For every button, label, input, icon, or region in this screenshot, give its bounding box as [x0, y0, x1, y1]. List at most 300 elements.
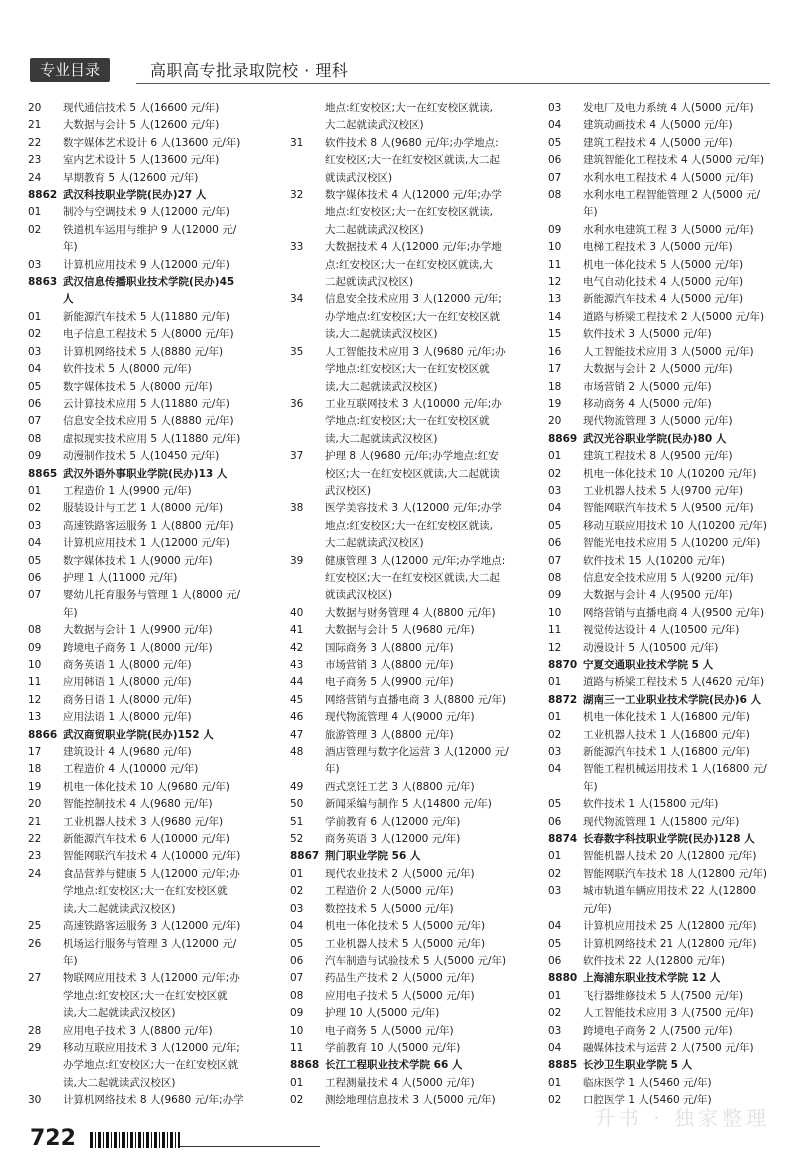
major-text: 护理 8 人(9680 元/年;办学地点:红安: [325, 450, 499, 463]
major-code: 08: [548, 189, 562, 202]
major-entry: [548, 222, 790, 239]
major-entry: [290, 936, 540, 953]
major-text: 年): [63, 241, 78, 254]
major-text: 大二起就读武汉校区): [325, 119, 424, 132]
major-text: 电子信息工程技术 5 人(8000 元/年): [63, 328, 234, 341]
major-entry: [28, 814, 280, 831]
major-entry: [548, 326, 790, 343]
major-code: 22: [28, 136, 42, 149]
major-text: 软件技术 5 人(8000 元/年): [63, 363, 192, 376]
major-entry: [28, 500, 280, 517]
major-code: 06: [290, 954, 304, 967]
major-text: 大数据与会计 2 人(5000 元/年): [583, 363, 733, 376]
major-entry: [548, 1005, 790, 1022]
major-entry: [290, 988, 540, 1005]
major-entry: [28, 535, 280, 552]
major-entry: [548, 257, 790, 274]
major-text: 红安校区;大一在红安校区就读,大二起: [325, 154, 500, 167]
major-text: 视觉传达设计 4 人(10500 元/年): [583, 624, 740, 637]
header-rule: [136, 83, 770, 84]
major-entry: [290, 622, 540, 639]
major-code: 01: [28, 310, 42, 323]
major-text: 人工智能技术应用 3 人(9680 元/年;办: [325, 345, 506, 358]
school-entry: [28, 274, 280, 291]
major-code: 05: [28, 380, 42, 393]
major-entry: [548, 396, 790, 413]
major-code: 26: [28, 937, 42, 950]
school-code: 8869: [548, 432, 578, 445]
major-code: 10: [548, 241, 562, 254]
school-entry: [290, 848, 540, 865]
major-code: 06: [548, 815, 562, 828]
major-entry: [28, 344, 280, 361]
major-entry: [290, 396, 540, 413]
major-entry: [28, 587, 280, 604]
major-entry: [290, 605, 540, 622]
major-text: 工业机器人技术 3 人(9680 元/年): [63, 815, 224, 828]
major-entry: [28, 692, 280, 709]
major-code: 11: [548, 624, 562, 637]
major-entry: [28, 379, 280, 396]
major-text: 动漫制作技术 5 人(10450 元/年): [63, 450, 220, 463]
major-text: 大数据与会计 1 人(9900 元/年): [63, 624, 213, 637]
school-name: 武汉外语外事职业学院(民办)13 人: [63, 467, 228, 480]
major-text: 就读武汉校区): [325, 589, 393, 602]
school-entry: [28, 466, 280, 483]
column-2: [290, 100, 540, 1110]
entry-continuation: [290, 204, 540, 221]
entry-continuation: [290, 257, 540, 274]
major-text: 健康管理 3 人(12000 元/年;办学地点:: [325, 554, 506, 567]
major-code: 34: [290, 293, 304, 306]
major-text: 计算机应用技术 25 人(12800 元/年): [583, 920, 757, 933]
major-text: 道路与桥梁工程技术 2 人(5000 元/年): [583, 310, 765, 323]
entry-continuation: [290, 587, 540, 604]
major-text: 汽车制造与试验技术 5 人(5000 元/年): [325, 954, 507, 967]
major-code: 02: [548, 867, 562, 880]
major-text: 学前教育 6 人(12000 元/年): [325, 815, 461, 828]
major-entry: [548, 953, 790, 970]
major-code: 23: [28, 850, 42, 863]
school-name: 湖南三一工业职业技术学院(民办)6 人: [583, 693, 762, 706]
major-text: 建筑动画技术 4 人(5000 元/年): [583, 119, 733, 132]
major-text: 建筑智能化工程技术 4 人(5000 元/年): [583, 154, 765, 167]
major-entry: [28, 152, 280, 169]
major-entry: [290, 796, 540, 813]
major-text: 大数据与会计 5 人(12600 元/年): [63, 119, 220, 132]
major-entry: [28, 570, 280, 587]
major-text: 机电一体化技术 5 人(5000 元/年): [325, 920, 486, 933]
major-code: 09: [548, 589, 562, 602]
major-entry: [28, 309, 280, 326]
major-entry: [290, 674, 540, 691]
major-entry: [290, 1040, 540, 1057]
major-text: 水利水电建筑工程 3 人(5000 元/年): [583, 223, 754, 236]
major-code: 07: [548, 554, 562, 567]
major-entry: [548, 239, 790, 256]
major-entry: [28, 483, 280, 500]
major-code: 12: [28, 693, 42, 706]
major-text: 工业机器人技术 1 人(16800 元/年): [583, 728, 750, 741]
major-text: 旅游管理 3 人(8800 元/年): [325, 728, 454, 741]
major-entry: [28, 866, 280, 883]
major-text: 市场营销 2 人(5000 元/年): [583, 380, 712, 393]
school-entry: [548, 657, 790, 674]
major-text: 机电一体化技术 5 人(5000 元/年): [583, 258, 744, 271]
major-code: 01: [548, 676, 562, 689]
major-entry: [28, 970, 280, 987]
major-code: 02: [28, 223, 42, 236]
major-entry: [548, 988, 790, 1005]
major-text: 地点:红安校区;大一在红安校区就读,: [325, 102, 493, 114]
entry-continuation: [290, 274, 540, 291]
major-text: 机场运行服务与管理 3 人(12000 元/: [63, 937, 237, 950]
major-code: 25: [28, 920, 42, 933]
major-text: 西式烹饪工艺 3 人(8800 元/年): [325, 780, 475, 793]
major-entry: [28, 709, 280, 726]
major-text: 元/年): [583, 902, 612, 915]
major-entry: [548, 796, 790, 813]
school-code: 8870: [548, 659, 578, 671]
major-text: 移动互联应用技术 3 人(12000 元/年;: [63, 1041, 240, 1054]
major-text: 新闻采编与制作 5 人(14800 元/年): [325, 798, 492, 811]
major-code: 02: [290, 1094, 304, 1107]
major-text: 融媒体技术与运营 2 人(7500 元/年): [583, 1041, 754, 1054]
major-entry: [28, 257, 280, 274]
entry-continuation: [28, 953, 280, 970]
school-entry: [28, 187, 280, 204]
entry-continuation: [290, 379, 540, 396]
major-code: 24: [28, 171, 42, 184]
major-text: 制冷与空调技术 9 人(12000 元/年): [63, 206, 230, 219]
major-code: 47: [290, 728, 304, 741]
major-code: 01: [548, 1076, 562, 1089]
major-text: 智能机器人技术 20 人(12800 元/年): [583, 850, 757, 863]
school-name: 长江工程职业技术学院 66 人: [325, 1059, 463, 1072]
major-code: 07: [290, 972, 304, 985]
major-text: 年): [583, 206, 598, 219]
major-text: 电子商务 5 人(5000 元/年): [325, 1024, 454, 1037]
major-text: 人工智能技术应用 3 人(5000 元/年): [583, 345, 754, 358]
school-code: 8862: [28, 189, 58, 202]
major-code: 01: [290, 867, 304, 880]
major-entry: [290, 883, 540, 900]
major-text: 软件技术 22 人(12800 元/年): [583, 954, 726, 967]
major-code: 02: [290, 885, 304, 898]
page-number: 722: [30, 1126, 76, 1151]
major-code: 18: [548, 380, 562, 393]
entry-continuation: [290, 570, 540, 587]
major-code: 48: [290, 746, 304, 759]
major-entry: [290, 709, 540, 726]
major-text: 酒店管理与数字化运营 3 人(12000 元/: [325, 746, 509, 759]
entry-continuation: [290, 431, 540, 448]
major-entry: [548, 587, 790, 604]
major-entry: [28, 848, 280, 865]
school-code: 8880: [548, 972, 578, 985]
major-text: 武汉校区): [325, 484, 372, 497]
major-text: 商务日语 1 人(8000 元/年): [63, 693, 192, 706]
major-code: 05: [290, 937, 304, 950]
major-text: 读,大二起就读武汉校区): [325, 328, 438, 341]
school-name: 武汉商贸职业学院(民办)152 人: [63, 728, 214, 741]
school-code: 8866: [28, 728, 58, 741]
major-text: 校区;大一在红安校区就读,大二起就读: [325, 467, 500, 480]
major-text: 机电一体化技术 1 人(16800 元/年): [583, 711, 750, 724]
major-code: 13: [28, 711, 42, 724]
major-text: 工业互联网技术 3 人(10000 元/年;办: [325, 397, 502, 410]
major-text: 智能网联汽车技术 4 人(10000 元/年): [63, 850, 241, 863]
major-entry: [290, 1075, 540, 1092]
major-text: 测绘地理信息技术 3 人(5000 元/年): [325, 1094, 496, 1107]
major-code: 20: [548, 415, 562, 428]
major-entry: [548, 413, 790, 430]
major-code: 18: [28, 763, 42, 776]
major-code: 09: [548, 223, 562, 236]
major-text: 软件技术 8 人(9680 元/年;办学地点:: [325, 136, 499, 149]
major-code: 11: [548, 258, 562, 271]
major-entry: [290, 744, 540, 761]
school-code: 8885: [548, 1059, 578, 1072]
major-code: 35: [290, 345, 304, 358]
major-code: 12: [548, 276, 562, 289]
major-entry: [548, 448, 790, 465]
major-text: 服装设计与工艺 1 人(8000 元/年): [63, 502, 224, 515]
major-code: 07: [548, 171, 562, 184]
major-text: 现代物流管理 1 人(15800 元/年): [583, 815, 740, 828]
major-text: 计算机应用技术 9 人(12000 元/年): [63, 258, 230, 271]
major-text: 药品生产技术 2 人(5000 元/年): [325, 972, 475, 985]
major-code: 05: [548, 519, 562, 532]
entry-continuation: [28, 1075, 280, 1092]
school-name: 武汉科技职业学院(民办)27 人: [63, 189, 207, 202]
major-text: 飞行器维修技术 5 人(7500 元/年): [583, 989, 744, 1002]
major-text: 移动互联应用技术 10 人(10200 元/年): [583, 519, 768, 532]
major-entry: [548, 170, 790, 187]
major-code: 01: [28, 206, 42, 219]
major-code: 10: [548, 606, 562, 619]
major-code: 31: [290, 136, 304, 149]
major-text: 信息安全技术应用 5 人(9200 元/年): [583, 571, 754, 584]
major-entry: [28, 431, 280, 448]
major-entry: [548, 1023, 790, 1040]
footer-rule: [180, 1146, 320, 1147]
entry-continuation: [290, 326, 540, 343]
major-text: 数字媒体艺术设计 6 人(13600 元/年): [63, 136, 241, 149]
major-text: 智能光电技术应用 5 人(10200 元/年): [583, 537, 761, 550]
major-text: 学地点:红安校区;大一在红安校区就: [325, 363, 490, 376]
major-code: 10: [290, 1024, 304, 1037]
major-entry: [28, 204, 280, 221]
major-entry: [290, 640, 540, 657]
major-code: 02: [28, 502, 42, 515]
major-code: 03: [28, 258, 42, 271]
school-name: 武汉光谷职业学院(民办)80 人: [583, 432, 727, 445]
major-code: 14: [548, 310, 562, 323]
major-text: 读,大二起就读武汉校区): [63, 1007, 176, 1020]
entry-continuation: [290, 100, 540, 117]
major-entry: [548, 814, 790, 831]
major-text: 网络营销与直播电商 3 人(8800 元/年): [325, 693, 507, 706]
major-code: 39: [290, 554, 304, 567]
major-code: 02: [28, 328, 42, 341]
major-entry: [290, 831, 540, 848]
major-entry: [548, 135, 790, 152]
major-code: 37: [290, 450, 304, 463]
major-code: 01: [28, 484, 42, 497]
entry-continuation: [28, 605, 280, 622]
major-code: 52: [290, 833, 304, 846]
major-code: 33: [290, 241, 304, 254]
major-code: 44: [290, 676, 304, 689]
major-text: 商务英语 3 人(12000 元/年): [325, 833, 461, 846]
school-name: 武汉信息传播职业技术学院(民办)45: [63, 276, 235, 289]
entry-continuation: [548, 779, 790, 796]
major-entry: [548, 152, 790, 169]
major-code: 15: [548, 328, 562, 341]
major-entry: [548, 727, 790, 744]
major-entry: [548, 605, 790, 622]
major-text: 建筑设计 4 人(9680 元/年): [63, 746, 192, 759]
major-text: 读,大二起就读武汉校区): [325, 380, 438, 393]
major-text: 物联网应用技术 3 人(12000 元/年;办: [63, 972, 240, 985]
major-text: 工程造价 1 人(9900 元/年): [63, 484, 192, 497]
major-text: 年): [63, 606, 78, 619]
major-entry: [290, 970, 540, 987]
entry-continuation: [290, 413, 540, 430]
major-entry: [548, 1040, 790, 1057]
entry-continuation: [290, 222, 540, 239]
major-entry: [548, 883, 790, 900]
major-code: 03: [548, 484, 562, 497]
major-entry: [290, 692, 540, 709]
major-text: 水利水电工程智能管理 2 人(5000 元/: [583, 189, 761, 202]
major-text: 红安校区;大一在红安校区就读,大二起: [325, 571, 500, 584]
major-code: 10: [28, 659, 42, 671]
school-name: 上海浦东职业技术学院 12 人: [583, 972, 721, 985]
major-code: 01: [548, 850, 562, 863]
major-entry: [28, 448, 280, 465]
major-entry: [290, 814, 540, 831]
entry-continuation: [290, 518, 540, 535]
major-text: 计算机网络技术 5 人(8880 元/年): [63, 345, 224, 358]
major-entry: [548, 500, 790, 517]
school-entry: [28, 727, 280, 744]
major-text: 铁道机车运用与维护 9 人(12000 元/: [63, 223, 237, 236]
major-entry: [290, 1092, 540, 1109]
major-text: 跨境电子商务 1 人(8000 元/年): [63, 641, 213, 654]
major-text: 早期教育 5 人(12600 元/年): [63, 171, 199, 184]
major-code: 03: [548, 1024, 562, 1037]
page-footer: [30, 1124, 330, 1164]
major-entry: [28, 222, 280, 239]
major-code: 02: [548, 467, 562, 480]
major-text: 室内艺术设计 5 人(13600 元/年): [63, 154, 220, 167]
major-entry: [28, 326, 280, 343]
major-entry: [548, 553, 790, 570]
major-text: 网络营销与直播电商 4 人(9500 元/年): [583, 606, 765, 619]
entry-continuation: [290, 309, 540, 326]
major-text: 办学地点:红安校区;大一在红安校区就: [325, 310, 501, 323]
major-text: 工程造价 4 人(10000 元/年): [63, 763, 199, 776]
major-entry: [290, 901, 540, 918]
major-entry: [28, 779, 280, 796]
major-text: 应用法语 1 人(8000 元/年): [63, 711, 192, 724]
major-text: 护理 10 人(5000 元/年): [325, 1007, 440, 1020]
entry-continuation: [28, 1057, 280, 1074]
major-entry: [548, 309, 790, 326]
major-entry: [548, 848, 790, 865]
major-text: 高速铁路客运服务 1 人(8800 元/年): [63, 519, 234, 532]
major-text: 数字媒体技术 1 人(9000 元/年): [63, 554, 213, 567]
major-text: 学前教育 10 人(5000 元/年): [325, 1041, 461, 1054]
major-entry: [548, 866, 790, 883]
school-code: 8872: [548, 693, 578, 706]
major-text: 数控技术 5 人(5000 元/年): [325, 902, 454, 915]
major-entry: [548, 117, 790, 134]
major-entry: [28, 918, 280, 935]
major-text: 软件技术 15 人(10200 元/年): [583, 554, 726, 567]
major-text: 信息安全技术应用 5 人(8880 元/年): [63, 415, 234, 428]
major-code: 51: [290, 815, 304, 828]
major-text: 信息安全技术应用 3 人(12000 元/年;: [325, 293, 502, 306]
major-code: 04: [548, 763, 562, 776]
major-entry: [290, 553, 540, 570]
major-code: 24: [28, 867, 42, 880]
major-text: 工程造价 2 人(5000 元/年): [325, 885, 454, 898]
major-text: 新能源汽车技术 5 人(11880 元/年): [63, 310, 230, 323]
school-entry: [548, 431, 790, 448]
major-entry: [28, 361, 280, 378]
major-text: 跨境电子商务 2 人(7500 元/年): [583, 1024, 733, 1037]
school-name: 荆门职业学院 56 人: [325, 850, 421, 863]
major-text: 读,大二起就读武汉校区): [325, 432, 438, 445]
major-entry: [290, 918, 540, 935]
major-code: 03: [548, 746, 562, 759]
school-name: 宁夏交通职业技术学院 5 人: [583, 659, 714, 671]
major-text: 地点:红安校区;大一在红安校区就读,: [325, 519, 493, 532]
major-entry: [548, 535, 790, 552]
major-code: 06: [548, 537, 562, 550]
major-code: 07: [28, 415, 42, 428]
major-text: 高速铁路客运服务 3 人(12000 元/年): [63, 920, 241, 933]
school-entry: [28, 291, 280, 308]
major-code: 01: [290, 1076, 304, 1089]
major-code: 06: [28, 397, 42, 410]
major-text: 云计算技术应用 5 人(11880 元/年): [63, 397, 230, 410]
major-text: 水利水电工程技术 4 人(5000 元/年): [583, 171, 754, 184]
major-code: 46: [290, 711, 304, 724]
major-text: 电气自动化技术 4 人(5000 元/年): [583, 276, 744, 289]
major-text: 智能网联汽车技术 18 人(12800 元/年): [583, 867, 768, 880]
major-entry: [290, 187, 540, 204]
major-entry: [548, 761, 790, 778]
major-entry: [290, 500, 540, 517]
major-entry: [28, 1092, 280, 1109]
major-code: 08: [290, 989, 304, 1002]
major-text: 应用电子技术 5 人(5000 元/年): [325, 989, 475, 1002]
major-entry: [290, 344, 540, 361]
school-name: 长春数字科技职业学院(民办)128 人: [583, 833, 755, 846]
major-entry: [548, 918, 790, 935]
major-text: 国际商务 3 人(8800 元/年): [325, 641, 454, 654]
entry-continuation: [290, 466, 540, 483]
decorative-bars: [90, 1132, 180, 1148]
major-text: 软件技术 1 人(15800 元/年): [583, 798, 719, 811]
entry-continuation: [290, 483, 540, 500]
major-text: 大数据技术 4 人(12000 元/年;办学地: [325, 241, 502, 254]
entry-continuation: [28, 901, 280, 918]
